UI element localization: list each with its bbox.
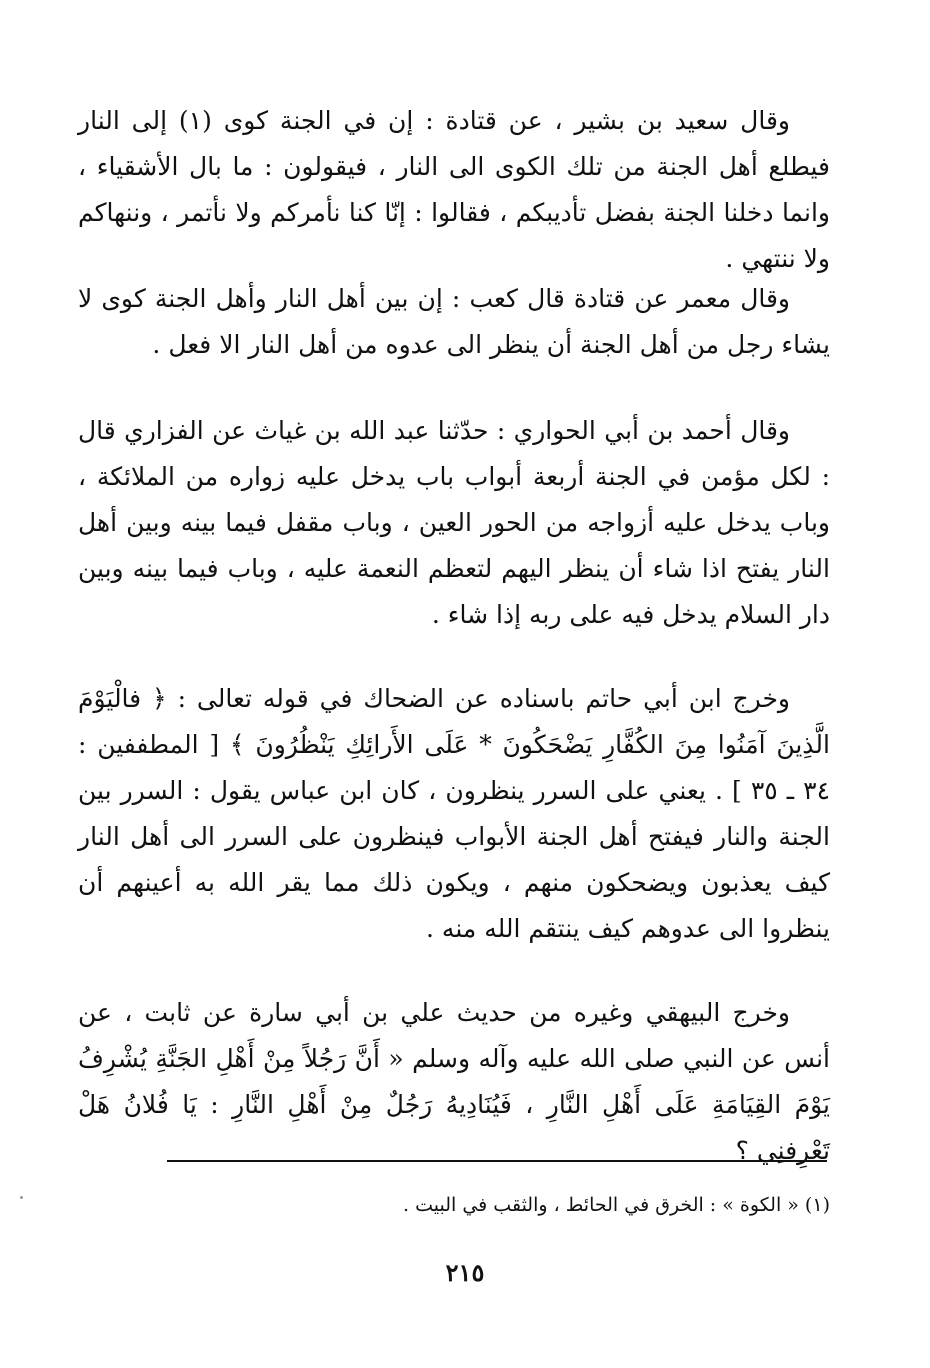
page-number: ٢١٥ [445, 1258, 485, 1287]
paragraph-1 [78, 98, 830, 282]
paragraph-2-text: وقال معمر عن قتادة قال كعب : إن بين أهل النار وأهل الجنة كوى لا يشاء رجل من أهل الجنة أن ينظر الى عدوه من أهل النار الا فعل . [78, 284, 830, 359]
footnote: (١) « الكوة » : الخرق في الحائط ، والثقب في البيت . [403, 1194, 830, 1216]
paragraph-5 [78, 990, 830, 1174]
paragraph-4-text: وخرج ابن أبي حاتم باسناده عن الضحاك في قوله تعالى : ﴿ فالْيَوْمَ الَّذِينَ آمَنُوا مِنَ الكُفَّارِ يَضْحَكُونَ * عَلَى الأَرائِكِ يَنْظُرُونَ ﴾ [ المطففين : ٣٤ ـ ٣٥ ] . يعني على السرر ينظرون ، كان ابن عباس يقول : السرر بين الجنة والنار فيفتح أهل الجنة الأبواب فينظرون على السرر الى أهل النار كيف يعذبون ويضحكون منهم ، ويكون ذلك مما يقر الله به أعينهم أن ينظروا الى عدوهم كيف ينتقم الله منه . [78, 684, 831, 943]
paragraph-2 [78, 276, 830, 368]
scan-speck [20, 1196, 23, 1199]
paragraph-4 [78, 676, 830, 952]
paragraph-1-text: وقال سعيد بن بشير ، عن قتادة : إن في الجنة كوى (١) إلى النار فيطلع أهل الجنة من تلك الكوى الى النار ، فيقولون : ما بال الأشقياء ، وانما دخلنا الجنة بفضل تأديبكم ، فقالوا : إنّا كنا نأمركم ولا نأتمر ، وننهاكم ولا ننتهي . [78, 106, 830, 273]
footnote-divider [167, 1160, 827, 1162]
paragraph-5-text: وخرج البيهقي وغيره من حديث علي بن أبي سارة عن ثابت ، عن أنس عن النبي صلى الله عليه وآله وسلم « أَنَّ رَجُلاً مِنْ أَهْلِ الجَنَّةِ يُشْرِفُ يَوْمَ القِيَامَةِ عَلَى أَهْلِ النَّارِ ، فَيُنَادِيهُ رَجُلٌ مِنْ أَهْلِ النَّارِ : يَا فُلانُ هَلْ تَعْرِفنِي ؟ [78, 998, 830, 1165]
paragraph-3-text: وقال أحمد بن أبي الحواري : حدّثنا عبد الله بن غياث عن الفزاري قال : لكل مؤمن في الجنة أربعة أبواب باب يدخل عليه زواره من الملائكة ، وباب يدخل عليه أزواجه من الحور العين ، وباب مقفل فيما بينه وبين أهل النار يفتح اذا شاء أن ينظر اليهم لتعظم النعمة عليه ، وباب فيما بينه وبين دار السلام يدخل فيه على ربه إذا شاء . [78, 416, 830, 629]
paragraph-3 [78, 408, 830, 638]
